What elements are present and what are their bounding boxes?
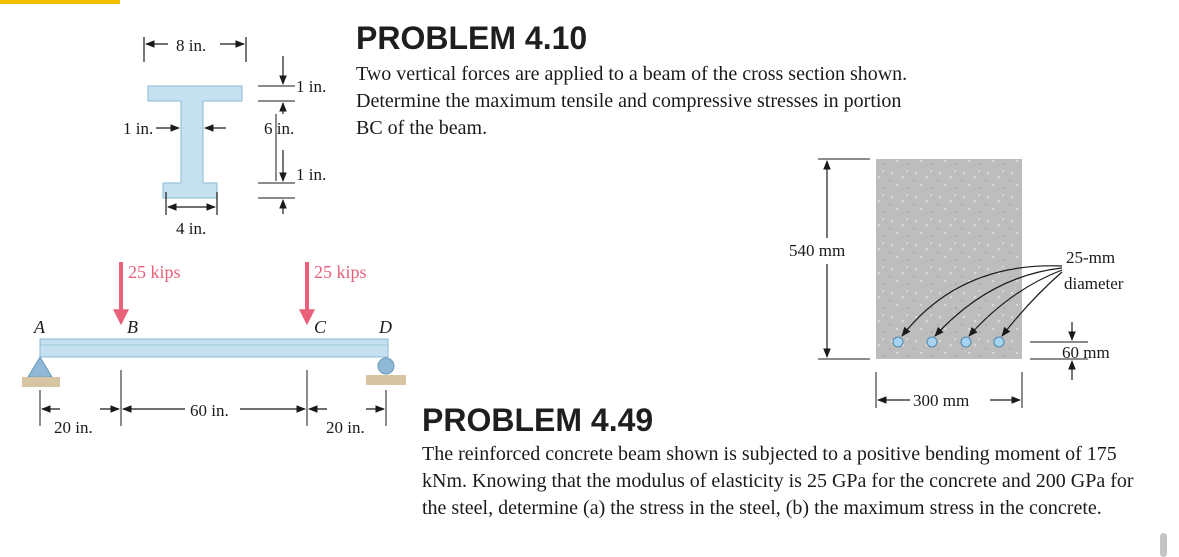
dim-web-thickness: 1 in. [123,119,154,138]
loaded-beam [22,262,406,437]
dim-web-height: 6 in. [264,119,295,138]
problem-449-text: The reinforced concrete beam shown is subjected to a positive bending moment of 175 kNm. Knowing that the modulus of elasticity is 25 GPa for the concrete and 200 GPa for the steel, determine (a) the stress in the steel, (b) the maximum stress in the concrete. [422,443,1134,519]
scrollbar-thumb[interactable] [1160,533,1167,557]
point-a-label: A [34,317,45,337]
rebar-3 [961,337,971,347]
dim-top-flange-thickness: 1 in. [296,77,327,96]
beam-body [40,339,388,357]
dim-bottom-flange-thickness: 1 in. [296,165,327,184]
problem-410-title: PROBLEM 4.10 [356,20,588,56]
roller-support-d [378,358,394,374]
rebar-4 [994,337,1004,347]
point-d-label: D [379,317,392,337]
dim-bottom-flange-width: 4 in. [176,219,207,238]
pin-support-a [28,357,52,377]
cover-label: 60 mm [1062,343,1110,362]
rebar-diameter-label-1: 25-mm [1066,248,1116,267]
section-width-label: 300 mm [913,391,970,410]
tee-cross-section [123,36,326,238]
problem-410-text: Two vertical forces are applied to a beam of the cross section shown. Determine the maximum tensile and compressive stresses in portion BC of the beam. [356,63,908,139]
load-label-b: 25 kips [128,262,181,282]
tee-shape [148,86,242,198]
load-label-c: 25 kips [314,262,367,282]
span-cd-label: 20 in. [326,418,365,437]
ground-d [366,375,406,385]
point-c-label: C [314,317,327,337]
span-bc-label: 60 in. [190,401,229,420]
section-height-label: 540 mm [789,241,846,260]
concrete-section [789,159,1124,410]
dim-top-flange-width: 8 in. [176,36,207,55]
ground-a [22,377,60,387]
span-ab-label: 20 in. [54,418,93,437]
concrete-block [876,159,1022,359]
rebar-2 [927,337,937,347]
rebar-diameter-label-2: diameter [1064,274,1124,293]
point-b-label: B [127,317,138,337]
rebar-1 [893,337,903,347]
problem-449-title: PROBLEM 4.49 [422,402,654,438]
